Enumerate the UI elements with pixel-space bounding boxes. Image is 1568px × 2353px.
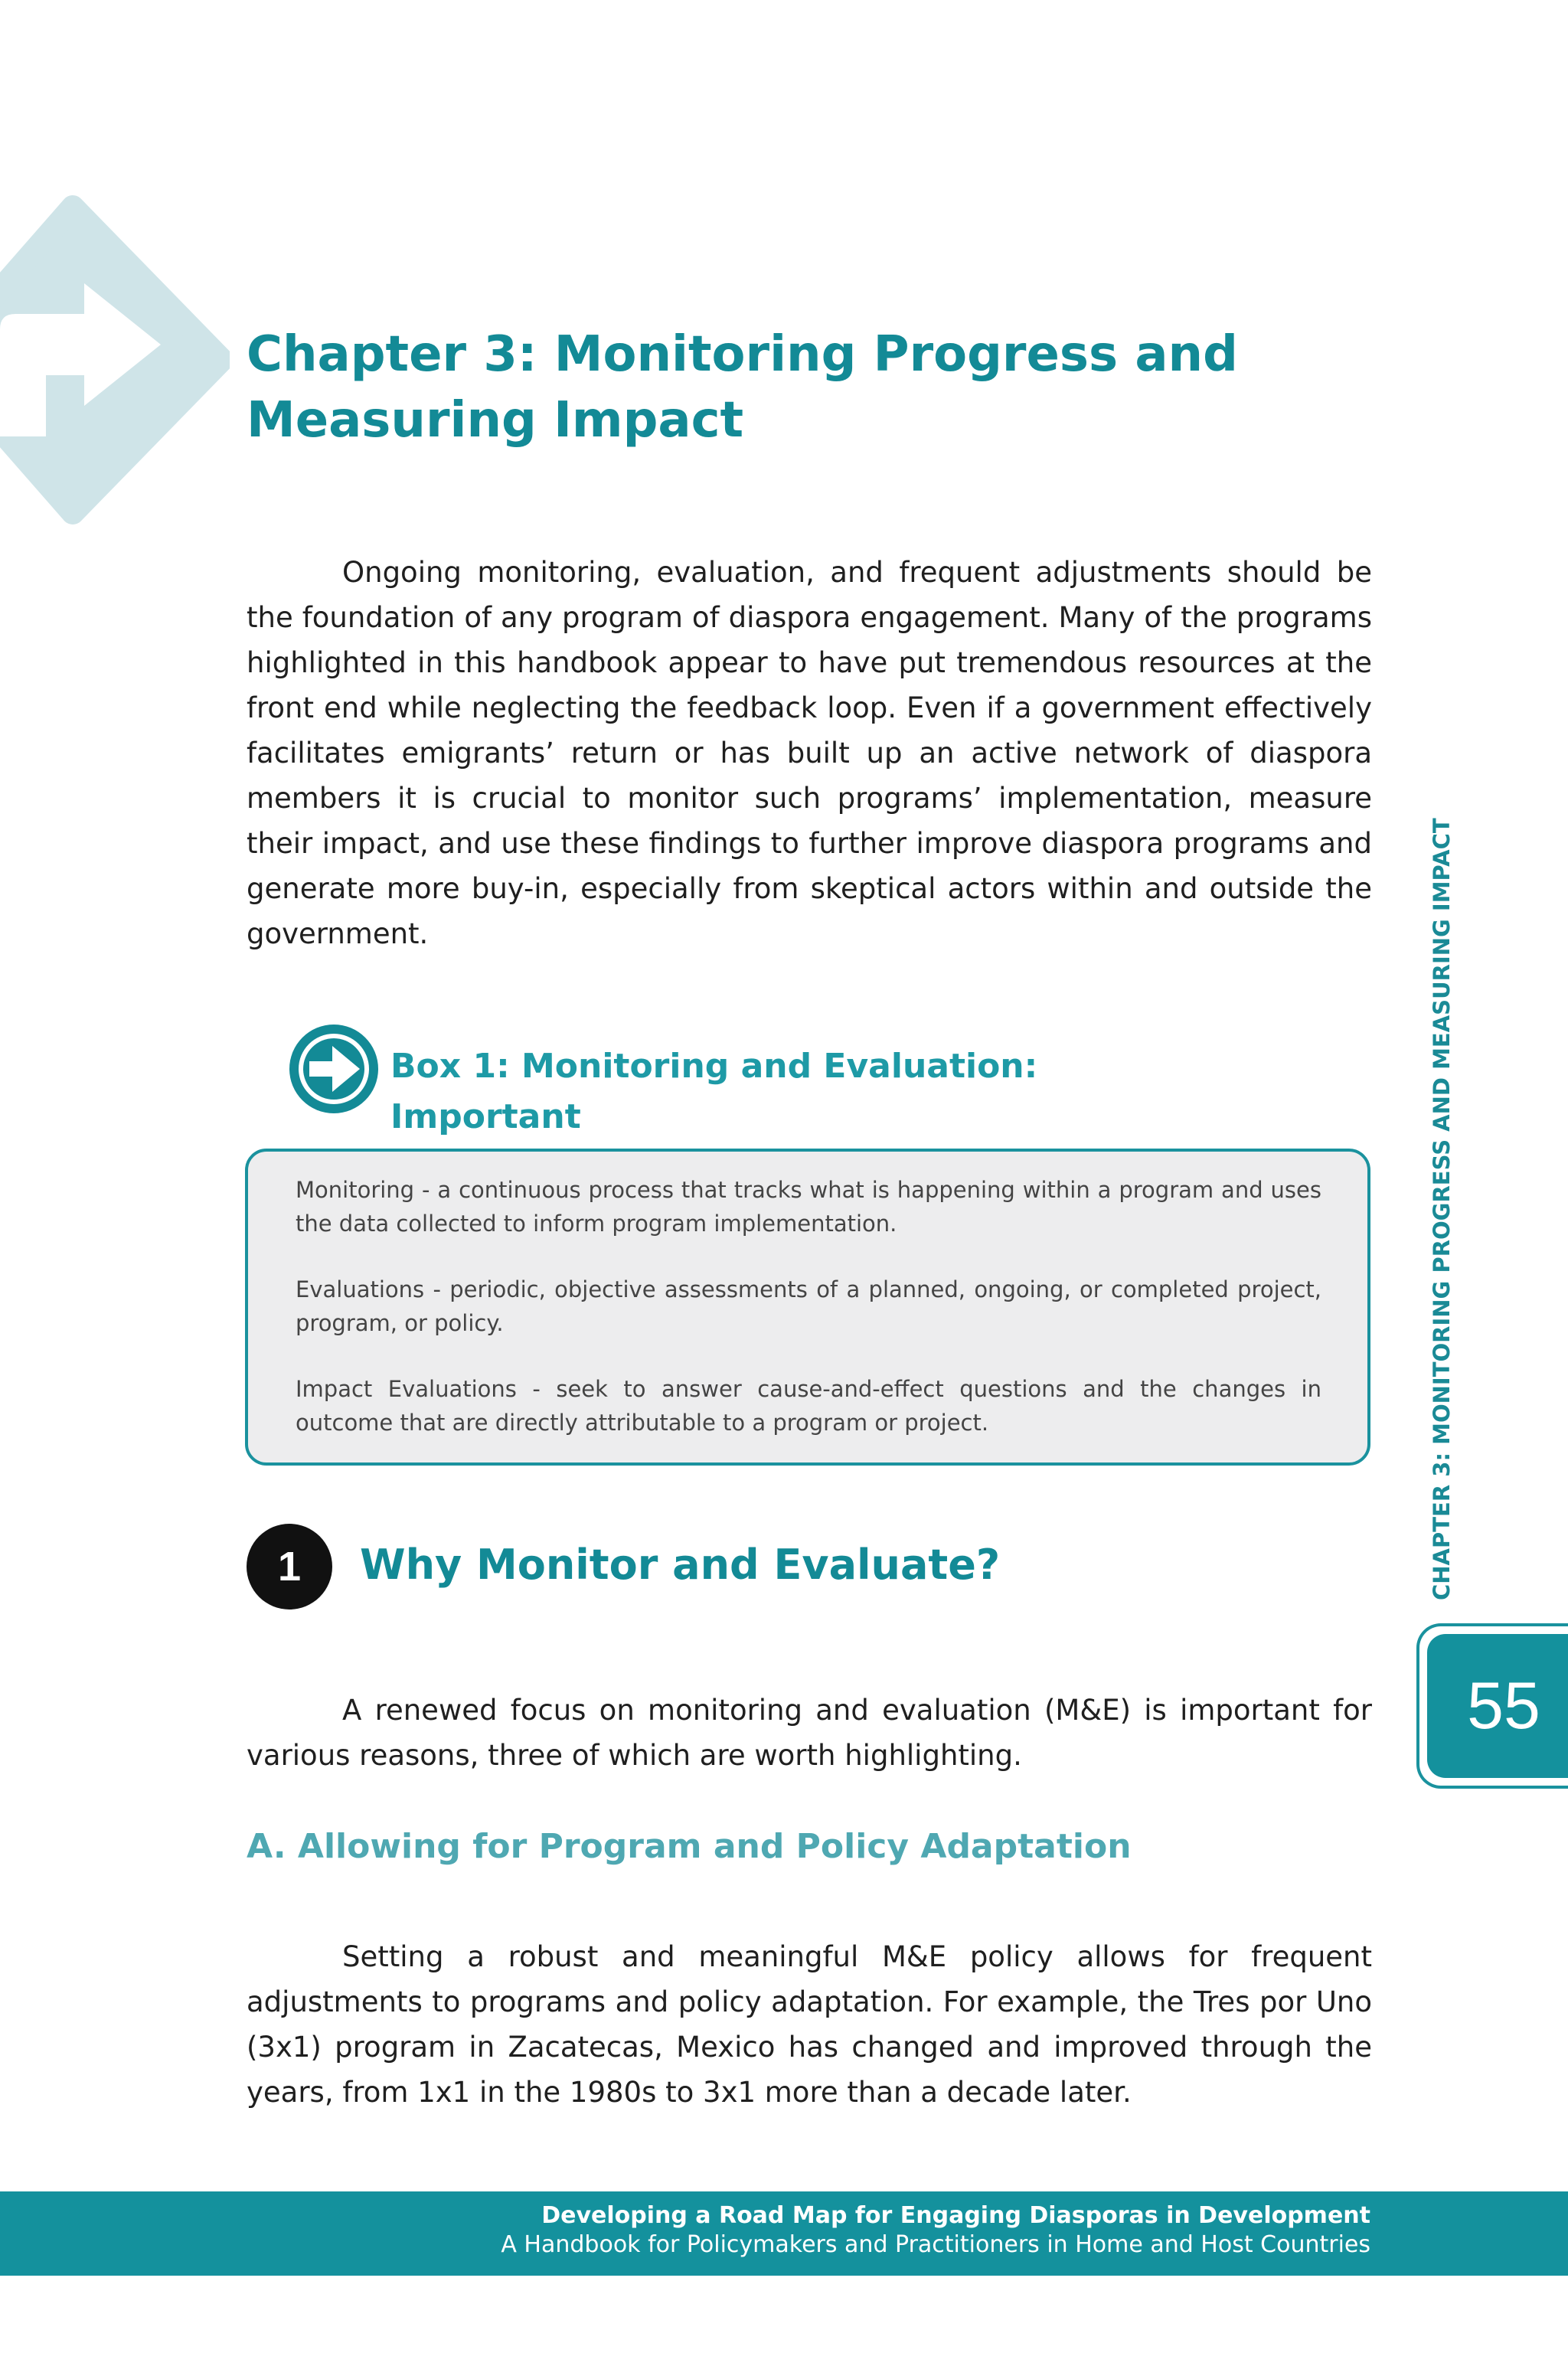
section-paragraph: [247, 1688, 1372, 1778]
definition-monitoring: Monitoring - a continuous process that tracks what is happening within a program and uses the data collected to inform program implementation.: [296, 1177, 1321, 1237]
road-sign-turn-right-icon: [0, 191, 230, 528]
footer-subtitle: A Handbook for Policymakers and Practitioners in Home and Host Countries: [501, 2231, 1370, 2258]
definition-evaluations: Evaluations - periodic, objective assessments of a planned, ongoing, or completed project, program, or policy.: [296, 1276, 1321, 1336]
running-head: CHAPTER 3: MONITORING PROGRESS AND MEASURING IMPACT: [1429, 818, 1455, 1600]
arrow-right-circle-icon: [289, 1025, 378, 1113]
page-number: 55: [1427, 1634, 1568, 1778]
chapter-title: [247, 322, 1242, 453]
definition-impact-evaluations: Impact Evaluations - seek to answer cause-and-effect questions and the changes in outcome that are directly attributable to a program or project.: [296, 1376, 1321, 1436]
intro-paragraph-text: Ongoing monitoring, evaluation, and frequent adjustments should be the foundation of any program of diaspora engagement. Many of the programs highlighted in this handbook appear to have put tremendous resources at the front end while neglecting the feedback loop. Even if a government effectively facilitates emigrants’ return or has built up an active network of diaspora members it is crucial to monitor such programs’ implementation, measure their impact, and use these findings to further improve diaspora programs and generate more buy-in, especially from skeptical actors within and outside the government.: [247, 556, 1372, 950]
section-number-badge: 1: [247, 1524, 332, 1610]
definitions-box: [245, 1149, 1370, 1466]
footer-title: Developing a Road Map for Engaging Diasporas in Development: [541, 2202, 1370, 2229]
subsection-paragraph-text: Setting a robust and meaningful M&E policy allows for frequent adjustments to programs and policy adaptation. For example, the Tres por Uno (3x1) program in Zacatecas, Mexico has changed and improved through the years, from 1x1 in the 1980s to 3x1 more than a decade later.: [247, 1940, 1372, 2109]
box-title-line1: Box 1: Monitoring and Evaluation: Important: [390, 1047, 1038, 1136]
chapter-title-line1: Chapter 3: Monitoring Progress and: [247, 326, 1238, 383]
subsection-title: A. Allowing for Program and Policy Adaptation: [247, 1827, 1132, 1866]
intro-paragraph: [247, 550, 1372, 956]
chapter-title-line2: Measuring Impact: [247, 392, 744, 449]
section-paragraph-text: A renewed focus on monitoring and evaluation (M&E) is important for various reasons, three of which are worth highlighting.: [247, 1694, 1372, 1772]
subsection-paragraph: [247, 1934, 1372, 2115]
section-title: Why Monitor and Evaluate?: [360, 1541, 1001, 1589]
